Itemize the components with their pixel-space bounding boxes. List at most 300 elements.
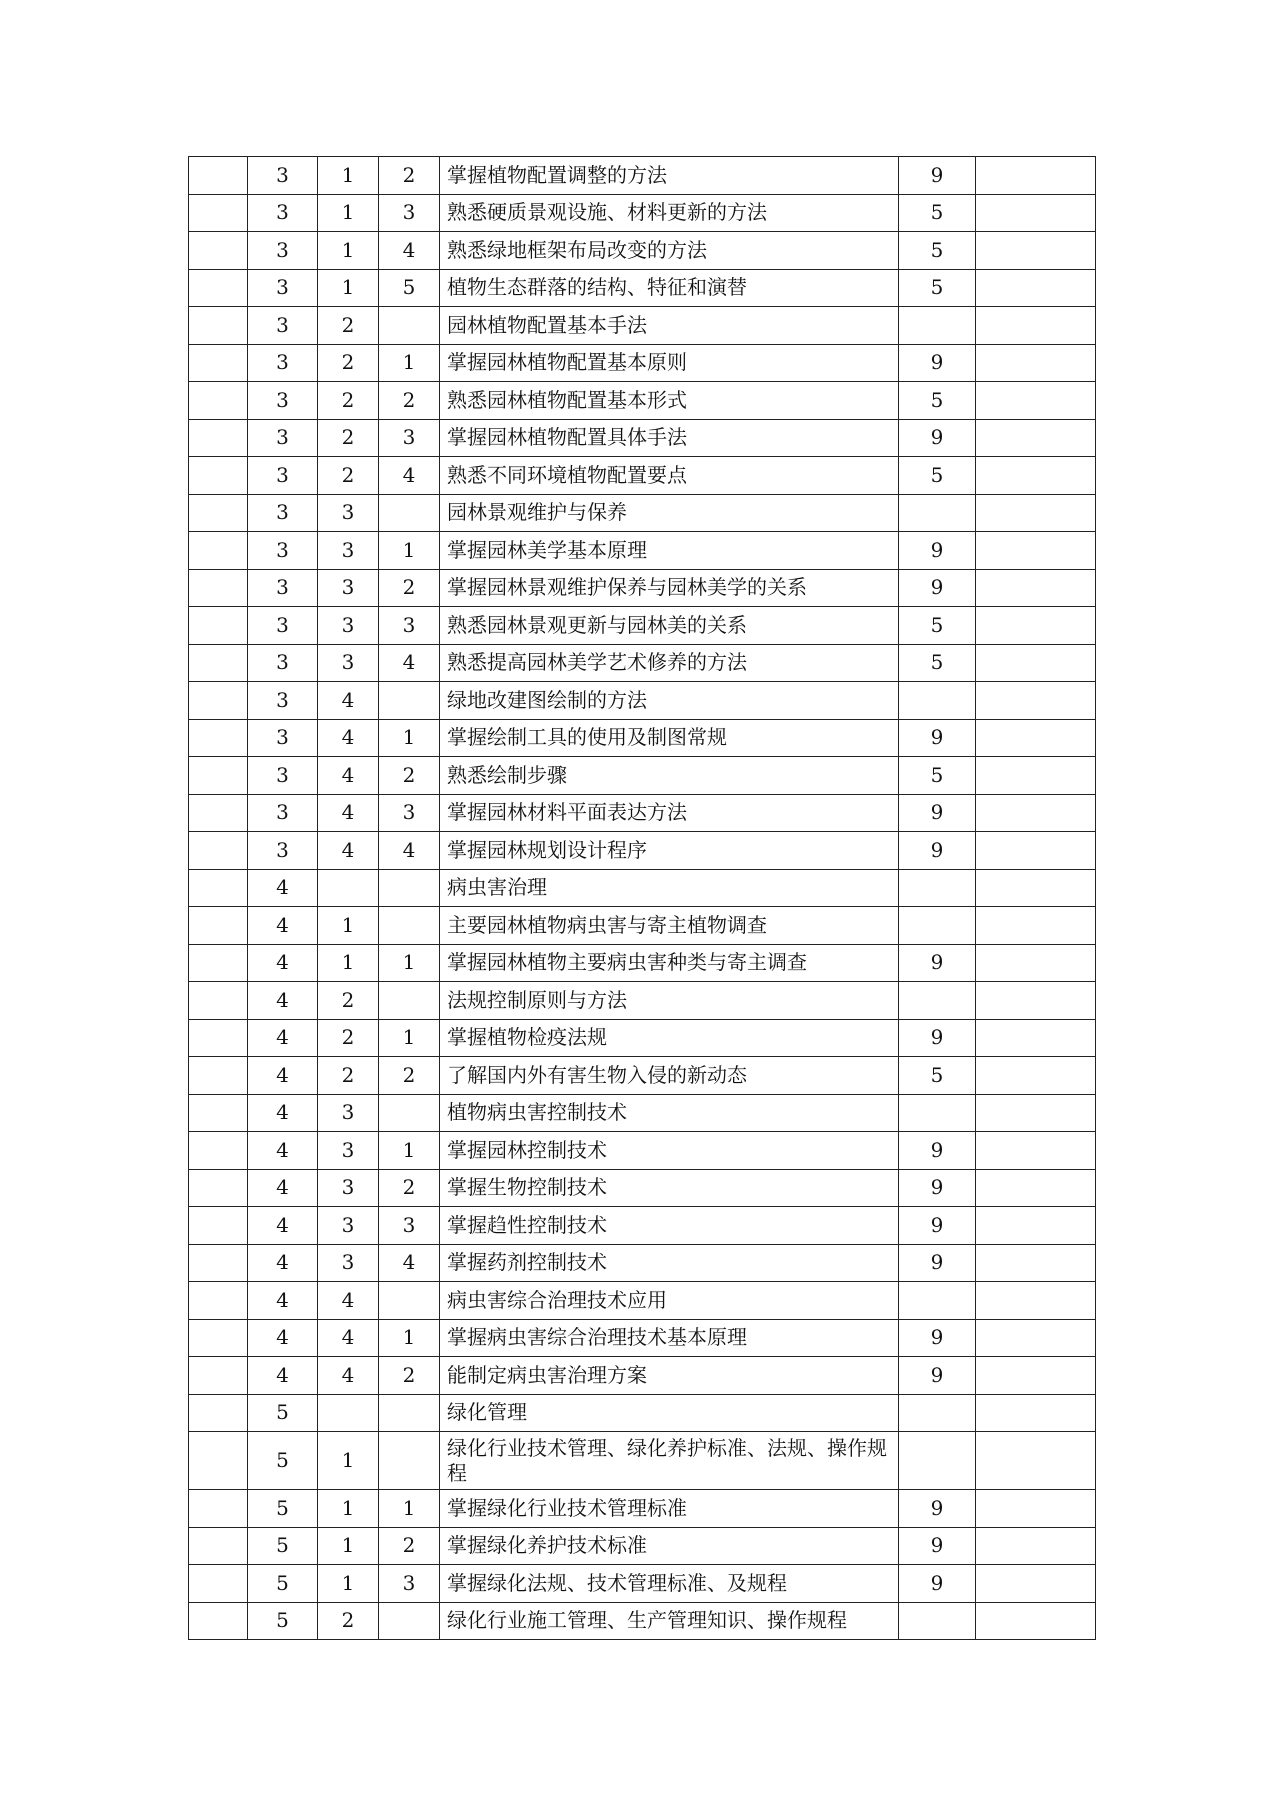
score-cell: 9: [899, 944, 976, 982]
notes-cell: [976, 1357, 1096, 1395]
notes-cell: [976, 1207, 1096, 1245]
blank-cell: [189, 419, 248, 457]
level-3-cell: 3: [379, 794, 440, 832]
notes-cell: [976, 532, 1096, 570]
table-row: [189, 419, 1096, 457]
blank-cell: [189, 1019, 248, 1057]
level-2-cell: 3: [318, 1207, 379, 1245]
level-3-cell: 2: [379, 569, 440, 607]
table-row: [189, 944, 1096, 982]
notes-cell: [976, 907, 1096, 945]
level-1-cell: 3: [248, 194, 318, 232]
level-1-cell: 5: [248, 1602, 318, 1640]
level-1-cell: 5: [248, 1394, 318, 1432]
level-2-cell: 1: [318, 1432, 379, 1490]
level-2-cell: 1: [318, 194, 379, 232]
blank-cell: [189, 307, 248, 345]
content-cell: 植物生态群落的结构、特征和演替: [440, 269, 899, 307]
content-cell: 掌握绘制工具的使用及制图常规: [440, 719, 899, 757]
blank-cell: [189, 869, 248, 907]
table-row: [189, 1432, 1096, 1490]
level-1-cell: 3: [248, 382, 318, 420]
blank-cell: [189, 944, 248, 982]
level-1-cell: 3: [248, 607, 318, 645]
score-cell: 9: [899, 719, 976, 757]
score-cell: [899, 907, 976, 945]
notes-cell: [976, 194, 1096, 232]
level-1-cell: 4: [248, 944, 318, 982]
level-3-cell: 1: [379, 1132, 440, 1170]
level-3-cell: 1: [379, 1019, 440, 1057]
blank-cell: [189, 794, 248, 832]
blank-cell: [189, 382, 248, 420]
score-cell: [899, 1282, 976, 1320]
level-2-cell: 4: [318, 794, 379, 832]
table-row: [189, 532, 1096, 570]
content-cell: 掌握植物配置调整的方法: [440, 157, 899, 195]
blank-cell: [189, 1527, 248, 1565]
table-row: [189, 1602, 1096, 1640]
table-row: [189, 644, 1096, 682]
table-row: [189, 1282, 1096, 1320]
notes-cell: [976, 869, 1096, 907]
blank-cell: [189, 1282, 248, 1320]
level-1-cell: 3: [248, 757, 318, 795]
level-3-cell: 3: [379, 1565, 440, 1603]
level-2-cell: 4: [318, 1282, 379, 1320]
level-2-cell: 4: [318, 832, 379, 870]
level-2-cell: 2: [318, 1602, 379, 1640]
level-2-cell: 2: [318, 382, 379, 420]
content-cell: 掌握园林植物配置基本原则: [440, 344, 899, 382]
level-3-cell: [379, 1094, 440, 1132]
level-3-cell: 4: [379, 457, 440, 495]
table-row: [189, 907, 1096, 945]
level-1-cell: 5: [248, 1432, 318, 1490]
table-row: [189, 1132, 1096, 1170]
level-2-cell: 3: [318, 607, 379, 645]
level-1-cell: 4: [248, 1357, 318, 1395]
table-row: [189, 757, 1096, 795]
content-cell: 掌握病虫害综合治理技术基本原理: [440, 1319, 899, 1357]
blank-cell: [189, 1432, 248, 1490]
level-3-cell: 4: [379, 832, 440, 870]
content-cell: 掌握园林材料平面表达方法: [440, 794, 899, 832]
level-2-cell: 3: [318, 569, 379, 607]
level-2-cell: 3: [318, 1244, 379, 1282]
level-1-cell: 4: [248, 869, 318, 907]
level-1-cell: 3: [248, 794, 318, 832]
content-cell: 掌握园林美学基本原理: [440, 532, 899, 570]
blank-cell: [189, 1169, 248, 1207]
notes-cell: [976, 232, 1096, 270]
level-1-cell: 3: [248, 344, 318, 382]
level-3-cell: 2: [379, 1357, 440, 1395]
table-row: [189, 869, 1096, 907]
blank-cell: [189, 232, 248, 270]
level-3-cell: 1: [379, 944, 440, 982]
level-3-cell: 3: [379, 607, 440, 645]
level-2-cell: 2: [318, 419, 379, 457]
blank-cell: [189, 644, 248, 682]
level-3-cell: [379, 1394, 440, 1432]
score-cell: [899, 1432, 976, 1490]
blank-cell: [189, 1132, 248, 1170]
content-cell: 绿化行业技术管理、绿化养护标准、法规、操作规程: [440, 1432, 899, 1490]
level-2-cell: 3: [318, 1132, 379, 1170]
level-2-cell: 2: [318, 307, 379, 345]
level-1-cell: 4: [248, 1207, 318, 1245]
level-2-cell: 1: [318, 157, 379, 195]
notes-cell: [976, 157, 1096, 195]
content-cell: 掌握园林规划设计程序: [440, 832, 899, 870]
notes-cell: [976, 1319, 1096, 1357]
score-cell: 5: [899, 757, 976, 795]
level-1-cell: 3: [248, 157, 318, 195]
score-cell: [899, 982, 976, 1020]
score-cell: 9: [899, 1319, 976, 1357]
level-2-cell: 3: [318, 1094, 379, 1132]
level-3-cell: 3: [379, 194, 440, 232]
content-cell: 掌握绿化养护技术标准: [440, 1527, 899, 1565]
blank-cell: [189, 832, 248, 870]
content-cell: 掌握植物检疫法规: [440, 1019, 899, 1057]
level-1-cell: 4: [248, 1319, 318, 1357]
score-cell: 5: [899, 607, 976, 645]
table-row: [189, 1394, 1096, 1432]
level-2-cell: 1: [318, 1490, 379, 1528]
table-row: [189, 307, 1096, 345]
content-cell: 熟悉园林植物配置基本形式: [440, 382, 899, 420]
level-3-cell: 3: [379, 419, 440, 457]
notes-cell: [976, 1602, 1096, 1640]
table-row: [189, 682, 1096, 720]
score-cell: 5: [899, 232, 976, 270]
content-cell: 掌握药剂控制技术: [440, 1244, 899, 1282]
level-3-cell: [379, 982, 440, 1020]
content-cell: 掌握生物控制技术: [440, 1169, 899, 1207]
level-3-cell: 1: [379, 1490, 440, 1528]
blank-cell: [189, 269, 248, 307]
content-cell: 掌握园林植物配置具体手法: [440, 419, 899, 457]
level-1-cell: 4: [248, 1244, 318, 1282]
level-2-cell: 3: [318, 494, 379, 532]
table-row: [189, 194, 1096, 232]
blank-cell: [189, 682, 248, 720]
level-1-cell: 4: [248, 907, 318, 945]
notes-cell: [976, 944, 1096, 982]
level-1-cell: 3: [248, 232, 318, 270]
content-cell: 绿化行业施工管理、生产管理知识、操作规程: [440, 1602, 899, 1640]
level-1-cell: 5: [248, 1490, 318, 1528]
level-3-cell: 4: [379, 232, 440, 270]
notes-cell: [976, 794, 1096, 832]
content-cell: 园林植物配置基本手法: [440, 307, 899, 345]
notes-cell: [976, 1432, 1096, 1490]
score-cell: 9: [899, 1357, 976, 1395]
notes-cell: [976, 307, 1096, 345]
level-3-cell: 2: [379, 757, 440, 795]
level-3-cell: [379, 494, 440, 532]
table-row: [189, 569, 1096, 607]
content-cell: 掌握园林控制技术: [440, 1132, 899, 1170]
level-1-cell: 4: [248, 982, 318, 1020]
table-row: [189, 1094, 1096, 1132]
table-row: [189, 1357, 1096, 1395]
level-2-cell: 4: [318, 719, 379, 757]
level-3-cell: 1: [379, 719, 440, 757]
blank-cell: [189, 1207, 248, 1245]
level-3-cell: 4: [379, 644, 440, 682]
content-cell: 熟悉绿地框架布局改变的方法: [440, 232, 899, 270]
table-row: [189, 982, 1096, 1020]
table-row: [189, 157, 1096, 195]
content-cell: 病虫害治理: [440, 869, 899, 907]
level-2-cell: 3: [318, 532, 379, 570]
notes-cell: [976, 757, 1096, 795]
notes-cell: [976, 644, 1096, 682]
content-cell: 植物病虫害控制技术: [440, 1094, 899, 1132]
score-cell: [899, 1602, 976, 1640]
level-2-cell: 4: [318, 757, 379, 795]
score-cell: [899, 682, 976, 720]
blank-cell: [189, 1244, 248, 1282]
level-1-cell: 4: [248, 1282, 318, 1320]
level-1-cell: 4: [248, 1169, 318, 1207]
level-3-cell: 2: [379, 157, 440, 195]
notes-cell: [976, 1565, 1096, 1603]
score-cell: 9: [899, 1490, 976, 1528]
table-row: [189, 344, 1096, 382]
level-3-cell: [379, 907, 440, 945]
table-row: [189, 1565, 1096, 1603]
content-cell: 了解国内外有害生物入侵的新动态: [440, 1057, 899, 1095]
blank-cell: [189, 1565, 248, 1603]
content-cell: 熟悉绘制步骤: [440, 757, 899, 795]
content-cell: 熟悉提高园林美学艺术修养的方法: [440, 644, 899, 682]
level-2-cell: 1: [318, 1527, 379, 1565]
notes-cell: [976, 1490, 1096, 1528]
level-2-cell: 1: [318, 944, 379, 982]
content-cell: 主要园林植物病虫害与寄主植物调查: [440, 907, 899, 945]
score-cell: 9: [899, 1132, 976, 1170]
table-row: [189, 1319, 1096, 1357]
level-2-cell: 2: [318, 1057, 379, 1095]
content-cell: 掌握趋性控制技术: [440, 1207, 899, 1245]
level-1-cell: 3: [248, 457, 318, 495]
table-row: [189, 832, 1096, 870]
table-row: [189, 232, 1096, 270]
table-row: [189, 382, 1096, 420]
table-row: [189, 794, 1096, 832]
content-cell: 病虫害综合治理技术应用: [440, 1282, 899, 1320]
level-2-cell: 1: [318, 907, 379, 945]
score-cell: 5: [899, 457, 976, 495]
level-2-cell: 3: [318, 644, 379, 682]
blank-cell: [189, 532, 248, 570]
blank-cell: [189, 344, 248, 382]
level-3-cell: [379, 307, 440, 345]
blank-cell: [189, 907, 248, 945]
score-cell: 9: [899, 344, 976, 382]
score-cell: 5: [899, 382, 976, 420]
score-cell: 9: [899, 1169, 976, 1207]
level-3-cell: 3: [379, 1207, 440, 1245]
blank-cell: [189, 157, 248, 195]
notes-cell: [976, 569, 1096, 607]
blank-cell: [189, 1602, 248, 1640]
notes-cell: [976, 1019, 1096, 1057]
content-cell: 熟悉园林景观更新与园林美的关系: [440, 607, 899, 645]
blank-cell: [189, 719, 248, 757]
notes-cell: [976, 382, 1096, 420]
level-2-cell: 1: [318, 232, 379, 270]
blank-cell: [189, 194, 248, 232]
content-cell: 能制定病虫害治理方案: [440, 1357, 899, 1395]
notes-cell: [976, 1169, 1096, 1207]
level-1-cell: 3: [248, 569, 318, 607]
level-1-cell: 3: [248, 269, 318, 307]
blank-cell: [189, 1490, 248, 1528]
level-2-cell: 3: [318, 1169, 379, 1207]
score-cell: 9: [899, 1207, 976, 1245]
level-2-cell: 2: [318, 344, 379, 382]
content-cell: 熟悉硬质景观设施、材料更新的方法: [440, 194, 899, 232]
notes-cell: [976, 607, 1096, 645]
level-1-cell: 5: [248, 1565, 318, 1603]
level-2-cell: 2: [318, 1019, 379, 1057]
notes-cell: [976, 1132, 1096, 1170]
content-cell: 法规控制原则与方法: [440, 982, 899, 1020]
level-3-cell: [379, 1602, 440, 1640]
notes-cell: [976, 1394, 1096, 1432]
blank-cell: [189, 607, 248, 645]
notes-cell: [976, 832, 1096, 870]
level-3-cell: 5: [379, 269, 440, 307]
table-row: [189, 1169, 1096, 1207]
notes-cell: [976, 457, 1096, 495]
content-cell: 绿地改建图绘制的方法: [440, 682, 899, 720]
level-3-cell: [379, 682, 440, 720]
level-1-cell: 3: [248, 832, 318, 870]
table-row: [189, 457, 1096, 495]
blank-cell: [189, 1394, 248, 1432]
level-2-cell: 4: [318, 682, 379, 720]
level-3-cell: 2: [379, 1169, 440, 1207]
level-1-cell: 3: [248, 532, 318, 570]
notes-cell: [976, 719, 1096, 757]
level-2-cell: 4: [318, 1319, 379, 1357]
table-row: [189, 607, 1096, 645]
score-cell: [899, 1394, 976, 1432]
level-3-cell: 1: [379, 532, 440, 570]
table-row: [189, 719, 1096, 757]
blank-cell: [189, 1319, 248, 1357]
level-3-cell: 4: [379, 1244, 440, 1282]
score-cell: [899, 307, 976, 345]
level-1-cell: 5: [248, 1527, 318, 1565]
level-2-cell: 2: [318, 982, 379, 1020]
notes-cell: [976, 682, 1096, 720]
score-cell: 9: [899, 794, 976, 832]
level-2-cell: 1: [318, 269, 379, 307]
notes-cell: [976, 1244, 1096, 1282]
content-cell: 园林景观维护与保养: [440, 494, 899, 532]
score-cell: 5: [899, 1057, 976, 1095]
level-1-cell: 3: [248, 644, 318, 682]
score-cell: 9: [899, 832, 976, 870]
content-cell: 掌握园林植物主要病虫害种类与寄主调查: [440, 944, 899, 982]
level-1-cell: 3: [248, 419, 318, 457]
notes-cell: [976, 269, 1096, 307]
score-cell: 5: [899, 644, 976, 682]
table-row: [189, 494, 1096, 532]
notes-cell: [976, 1527, 1096, 1565]
table-row: [189, 1019, 1096, 1057]
score-cell: 9: [899, 532, 976, 570]
score-cell: 9: [899, 1527, 976, 1565]
level-1-cell: 3: [248, 682, 318, 720]
notes-cell: [976, 419, 1096, 457]
table-row: [189, 1244, 1096, 1282]
level-2-cell: 1: [318, 1565, 379, 1603]
blank-cell: [189, 569, 248, 607]
score-cell: 9: [899, 157, 976, 195]
level-1-cell: 3: [248, 307, 318, 345]
score-cell: [899, 494, 976, 532]
content-cell: 掌握绿化行业技术管理标准: [440, 1490, 899, 1528]
blank-cell: [189, 982, 248, 1020]
level-1-cell: 3: [248, 494, 318, 532]
notes-cell: [976, 982, 1096, 1020]
score-cell: 5: [899, 194, 976, 232]
notes-cell: [976, 1057, 1096, 1095]
score-cell: 9: [899, 1565, 976, 1603]
blank-cell: [189, 1094, 248, 1132]
level-1-cell: 4: [248, 1019, 318, 1057]
level-2-cell: 2: [318, 457, 379, 495]
level-3-cell: 1: [379, 1319, 440, 1357]
curriculum-table: [188, 156, 1096, 1640]
score-cell: [899, 869, 976, 907]
table-row: [189, 1527, 1096, 1565]
notes-cell: [976, 494, 1096, 532]
level-2-cell: [318, 1394, 379, 1432]
table-body: [189, 157, 1096, 1640]
level-3-cell: 2: [379, 1057, 440, 1095]
score-cell: 9: [899, 569, 976, 607]
table-row: [189, 1207, 1096, 1245]
score-cell: 5: [899, 269, 976, 307]
notes-cell: [976, 1282, 1096, 1320]
content-cell: 绿化管理: [440, 1394, 899, 1432]
table-row: [189, 1490, 1096, 1528]
score-cell: [899, 1094, 976, 1132]
level-3-cell: 2: [379, 1527, 440, 1565]
blank-cell: [189, 494, 248, 532]
blank-cell: [189, 457, 248, 495]
level-3-cell: [379, 1432, 440, 1490]
content-cell: 掌握园林景观维护保养与园林美学的关系: [440, 569, 899, 607]
level-1-cell: 4: [248, 1132, 318, 1170]
score-cell: 9: [899, 419, 976, 457]
level-2-cell: [318, 869, 379, 907]
blank-cell: [189, 1057, 248, 1095]
level-3-cell: [379, 1282, 440, 1320]
notes-cell: [976, 344, 1096, 382]
score-cell: 9: [899, 1244, 976, 1282]
score-cell: 9: [899, 1019, 976, 1057]
